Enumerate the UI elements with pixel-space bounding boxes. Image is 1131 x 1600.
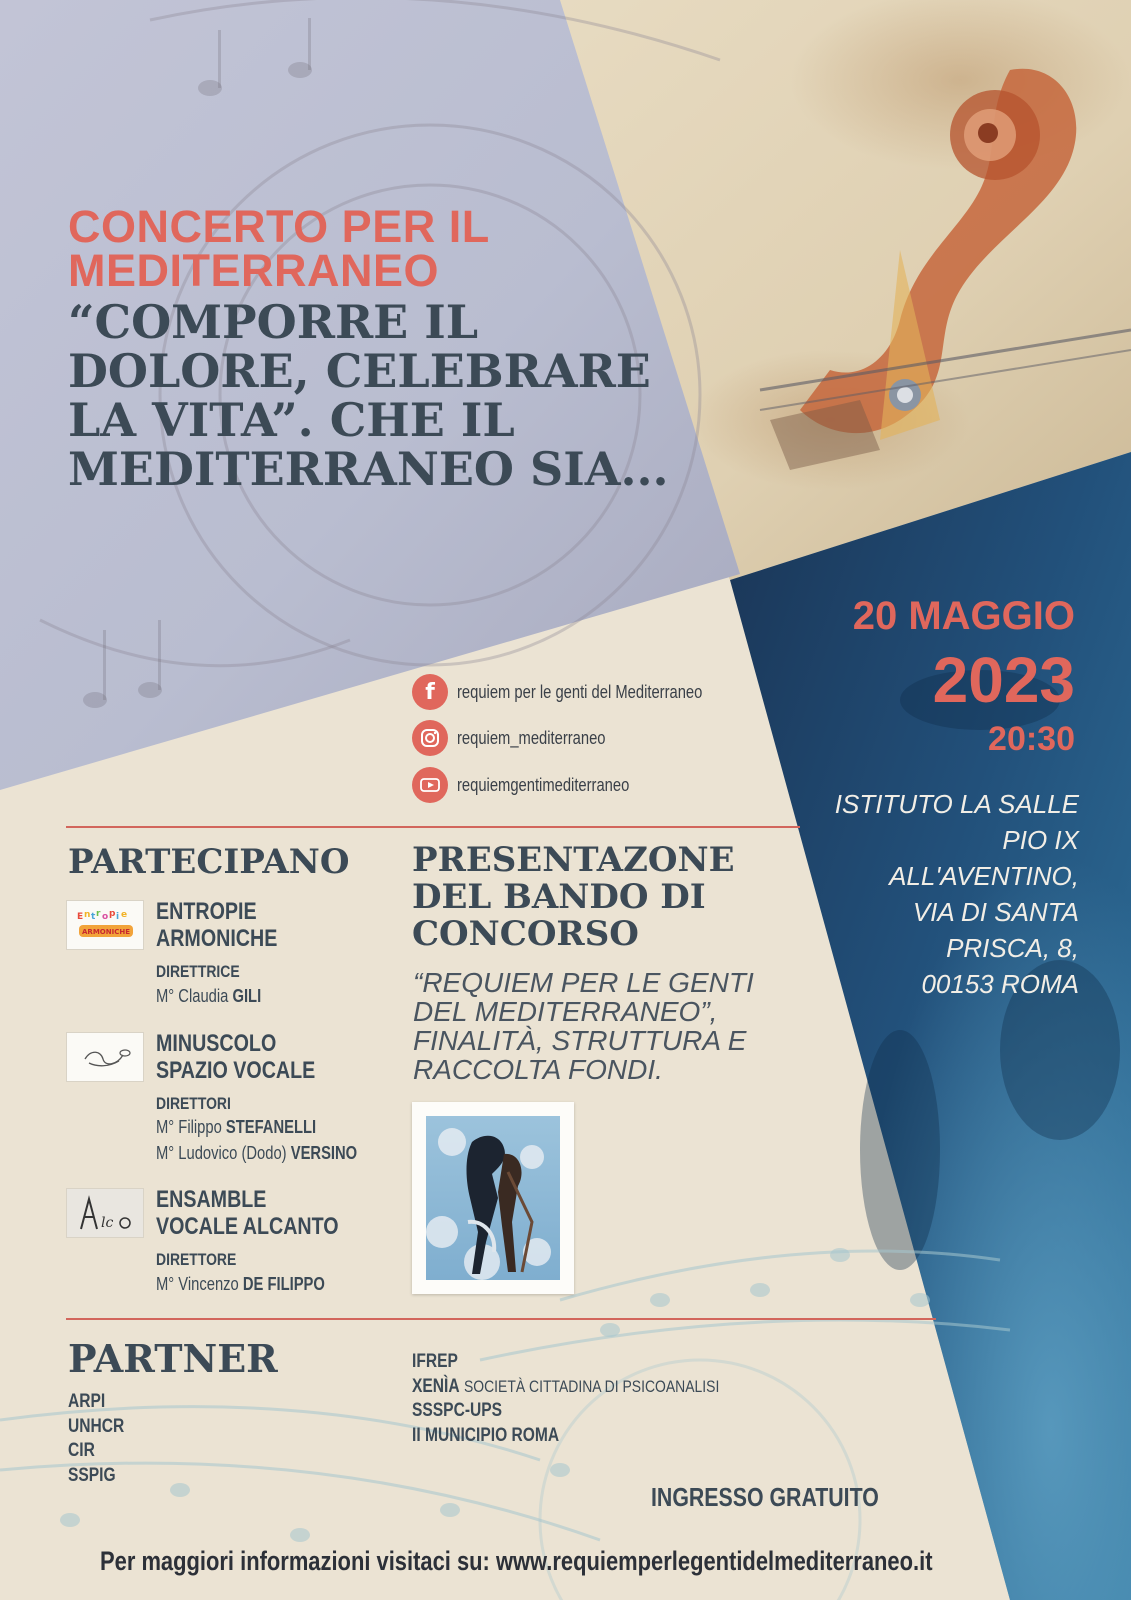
venue-line: 00153 ROMA: [921, 969, 1079, 999]
concert-subtitle: “COMPORRE IL DOLORE, CELEBRARE LA VITA”. CHE IL MEDITERRANEO SIA...: [68, 295, 669, 496]
event-time: 20:30: [988, 720, 1075, 758]
venue-line: PIO IX: [1002, 825, 1079, 855]
group-name-line: ARMONICHE: [156, 925, 278, 952]
event-date: 20 MAGGIO: [852, 594, 1075, 638]
group-director: [156, 1117, 316, 1138]
facebook-label: requiem per le genti del Mediterraneo: [457, 681, 703, 702]
participants-heading: PARTECIPANO: [68, 842, 350, 882]
presentation-subtitle-line: FINALITÀ, STRUTTURA E: [413, 1025, 747, 1056]
partner-item: UNHCR: [68, 1415, 125, 1437]
group-name-line: ENSAMBLE: [156, 1186, 267, 1213]
partners-list-left: [68, 1390, 124, 1488]
group-name-line: SPAZIO VOCALE: [156, 1057, 316, 1084]
group-director: [156, 1274, 325, 1295]
svg-text:i: i: [116, 912, 120, 922]
presentation-heading-line: CONCORSO: [412, 914, 639, 954]
partner-item: ARPI: [68, 1391, 106, 1412]
presentation-subtitle: [413, 968, 783, 1084]
svg-text:E: E: [77, 912, 84, 922]
footer-website[interactable]: Per maggiori informazioni visitaci su: www.requiemperlegentidelmediterraneo.it: [100, 1546, 933, 1576]
partner-description: SOCIETÀ CITTADINA DI PSICOANALISI: [463, 1376, 720, 1396]
partner-item: [412, 1424, 719, 1449]
partners-list-right: [412, 1350, 719, 1448]
partner-name: IFREP: [412, 1351, 458, 1372]
free-entry-label: INGRESSO GRATUITO: [651, 1482, 879, 1512]
group-role: DIRETTORI: [156, 1094, 231, 1113]
presentation-subtitle-line: RACCOLTA FONDI.: [413, 1054, 663, 1085]
partner-item: [412, 1350, 719, 1375]
social-instagram[interactable]: [412, 720, 772, 756]
partner-item: SSPIG: [68, 1464, 116, 1486]
partner-item: [412, 1375, 719, 1400]
group-name: [156, 898, 277, 952]
partner-name: XENÌA: [412, 1375, 460, 1397]
director-prefix: M° Ludovico (Dodo): [156, 1143, 287, 1163]
divider: [66, 1318, 936, 1320]
social-facebook[interactable]: [412, 674, 772, 710]
minuscolo-spazio-vocale-logo: [66, 1032, 144, 1082]
director-prefix: M° Vincenzo: [156, 1274, 239, 1294]
presentation-subtitle-line: “REQUIEM PER LE GENTI: [413, 967, 754, 998]
presentation-heading-line: PRESENTAZONE: [412, 840, 735, 880]
social-youtube[interactable]: [412, 767, 772, 803]
director-surname: VERSINO: [290, 1143, 358, 1163]
group-director: [156, 1143, 357, 1164]
partner-item: [412, 1399, 719, 1424]
director-surname: DE FILIPPO: [242, 1274, 325, 1294]
entropie-armoniche-logo: [66, 900, 144, 950]
event-venue: [799, 786, 1079, 1002]
partner-item: CIR: [68, 1440, 95, 1461]
director-prefix: M° Claudia: [156, 986, 229, 1006]
group-name-line: ENTROPIE: [156, 898, 257, 925]
director-surname: STEFANELLI: [225, 1117, 317, 1137]
divider: [66, 826, 800, 828]
svg-text:p: p: [109, 909, 116, 919]
svg-text:r: r: [96, 909, 101, 919]
facebook-icon: f: [412, 674, 448, 710]
presentation-subtitle-line: DEL MEDITERRANEO”,: [413, 996, 718, 1027]
presentation-heading: [412, 842, 735, 953]
concert-title: CONCERTO PER IL MEDITERRANEO: [68, 201, 489, 296]
group-role: DIRETTORE: [156, 1250, 237, 1269]
instagram-label: requiem_mediterraneo: [457, 727, 606, 748]
partner-name: II MUNICIPIO ROMA: [412, 1424, 560, 1446]
group-name-line: MINUSCOLO: [156, 1030, 277, 1057]
svg-text:ARMONICHE: ARMONICHE: [82, 928, 130, 936]
svg-text:n: n: [84, 910, 91, 920]
venue-line: PRISCA, 8,: [946, 933, 1079, 963]
group-director: [156, 986, 261, 1007]
event-year: 2023: [932, 644, 1075, 716]
venue-line: VIA DI SANTA: [912, 897, 1079, 927]
youtube-icon: [412, 767, 448, 803]
group-role: DIRETTRICE: [156, 962, 240, 981]
svg-text:t: t: [91, 912, 96, 922]
partners-heading: PARTNER: [68, 1336, 278, 1381]
director-prefix: M° Filippo: [156, 1117, 222, 1137]
instagram-icon: [412, 720, 448, 756]
group-name: [156, 1030, 315, 1084]
group-name: [156, 1186, 339, 1240]
venue-line: ALL'AVENTINO,: [889, 861, 1079, 891]
ensamble-alcanto-logo: [66, 1188, 144, 1238]
venue-line: ISTITUTO LA SALLE: [834, 789, 1079, 819]
svg-text:e: e: [121, 910, 128, 920]
presentation-heading-line: DEL BANDO DI: [412, 877, 706, 917]
partner-name: SSSPC-UPS: [412, 1400, 503, 1421]
group-name-line: VOCALE ALCANTO: [156, 1213, 339, 1240]
painting-image: [412, 1102, 574, 1294]
youtube-label: requiemgentimediterraneo: [457, 774, 630, 795]
svg-text:lc: lc: [101, 1215, 114, 1231]
svg-text:o: o: [102, 912, 109, 922]
director-surname: GILI: [232, 986, 262, 1006]
